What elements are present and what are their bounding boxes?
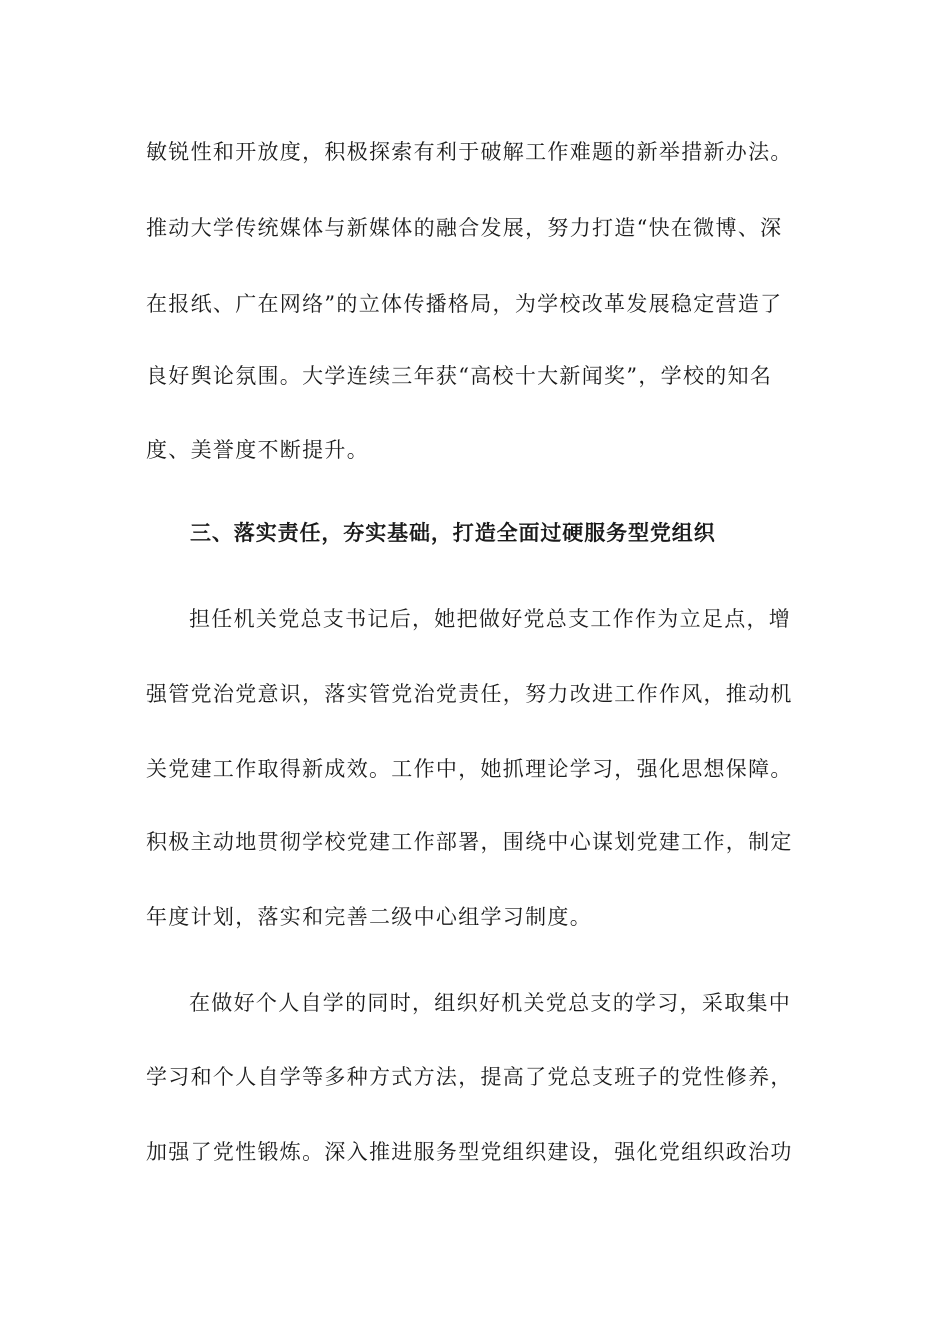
text-line: 在报纸、广在网络”的立体传播格局，为学校改革发展稳定营造了 [146,292,783,316]
text-line: 强管党治党意识，落实管党治党责任，努力改进工作作风，推动机 [146,682,793,706]
text-line: 推动大学传统媒体与新媒体的融合发展，努力打造“快在微博、深 [146,216,783,240]
text-line: 关党建工作取得新成效。工作中，她抓理论学习，强化思想保障。 [146,757,793,781]
text-line: 积极主动地贯彻学校党建工作部署，围绕中心谋划党建工作，制定 [146,830,793,854]
paragraph-first-line: 在做好个人自学的同时，组织好机关党总支的学习，采取集中 [189,991,792,1015]
section-heading: 三、落实责任，夯实基础，打造全面过硬服务型党组织 [190,520,716,545]
text-line: 加强了党性锻炼。深入推进服务型党组织建设，强化党组织政治功 [146,1140,793,1164]
text-line: 学习和个人自学等多种方式方法，提高了党总支班子的党性修养， [146,1065,793,1089]
paragraph-first-line: 担任机关党总支书记后，她把做好党总支工作作为立足点，增 [189,607,792,631]
text-line: 敏锐性和开放度，积极探索有利于破解工作难题的新举措新办法。 [146,140,793,164]
text-line: 良好舆论氛围。大学连续三年获“高校十大新闻奖”，学校的知名 [146,364,773,388]
text-line: 度、美誉度不断提升。 [146,438,369,462]
text-line: 年度计划，落实和完善二级中心组学习制度。 [146,905,592,929]
